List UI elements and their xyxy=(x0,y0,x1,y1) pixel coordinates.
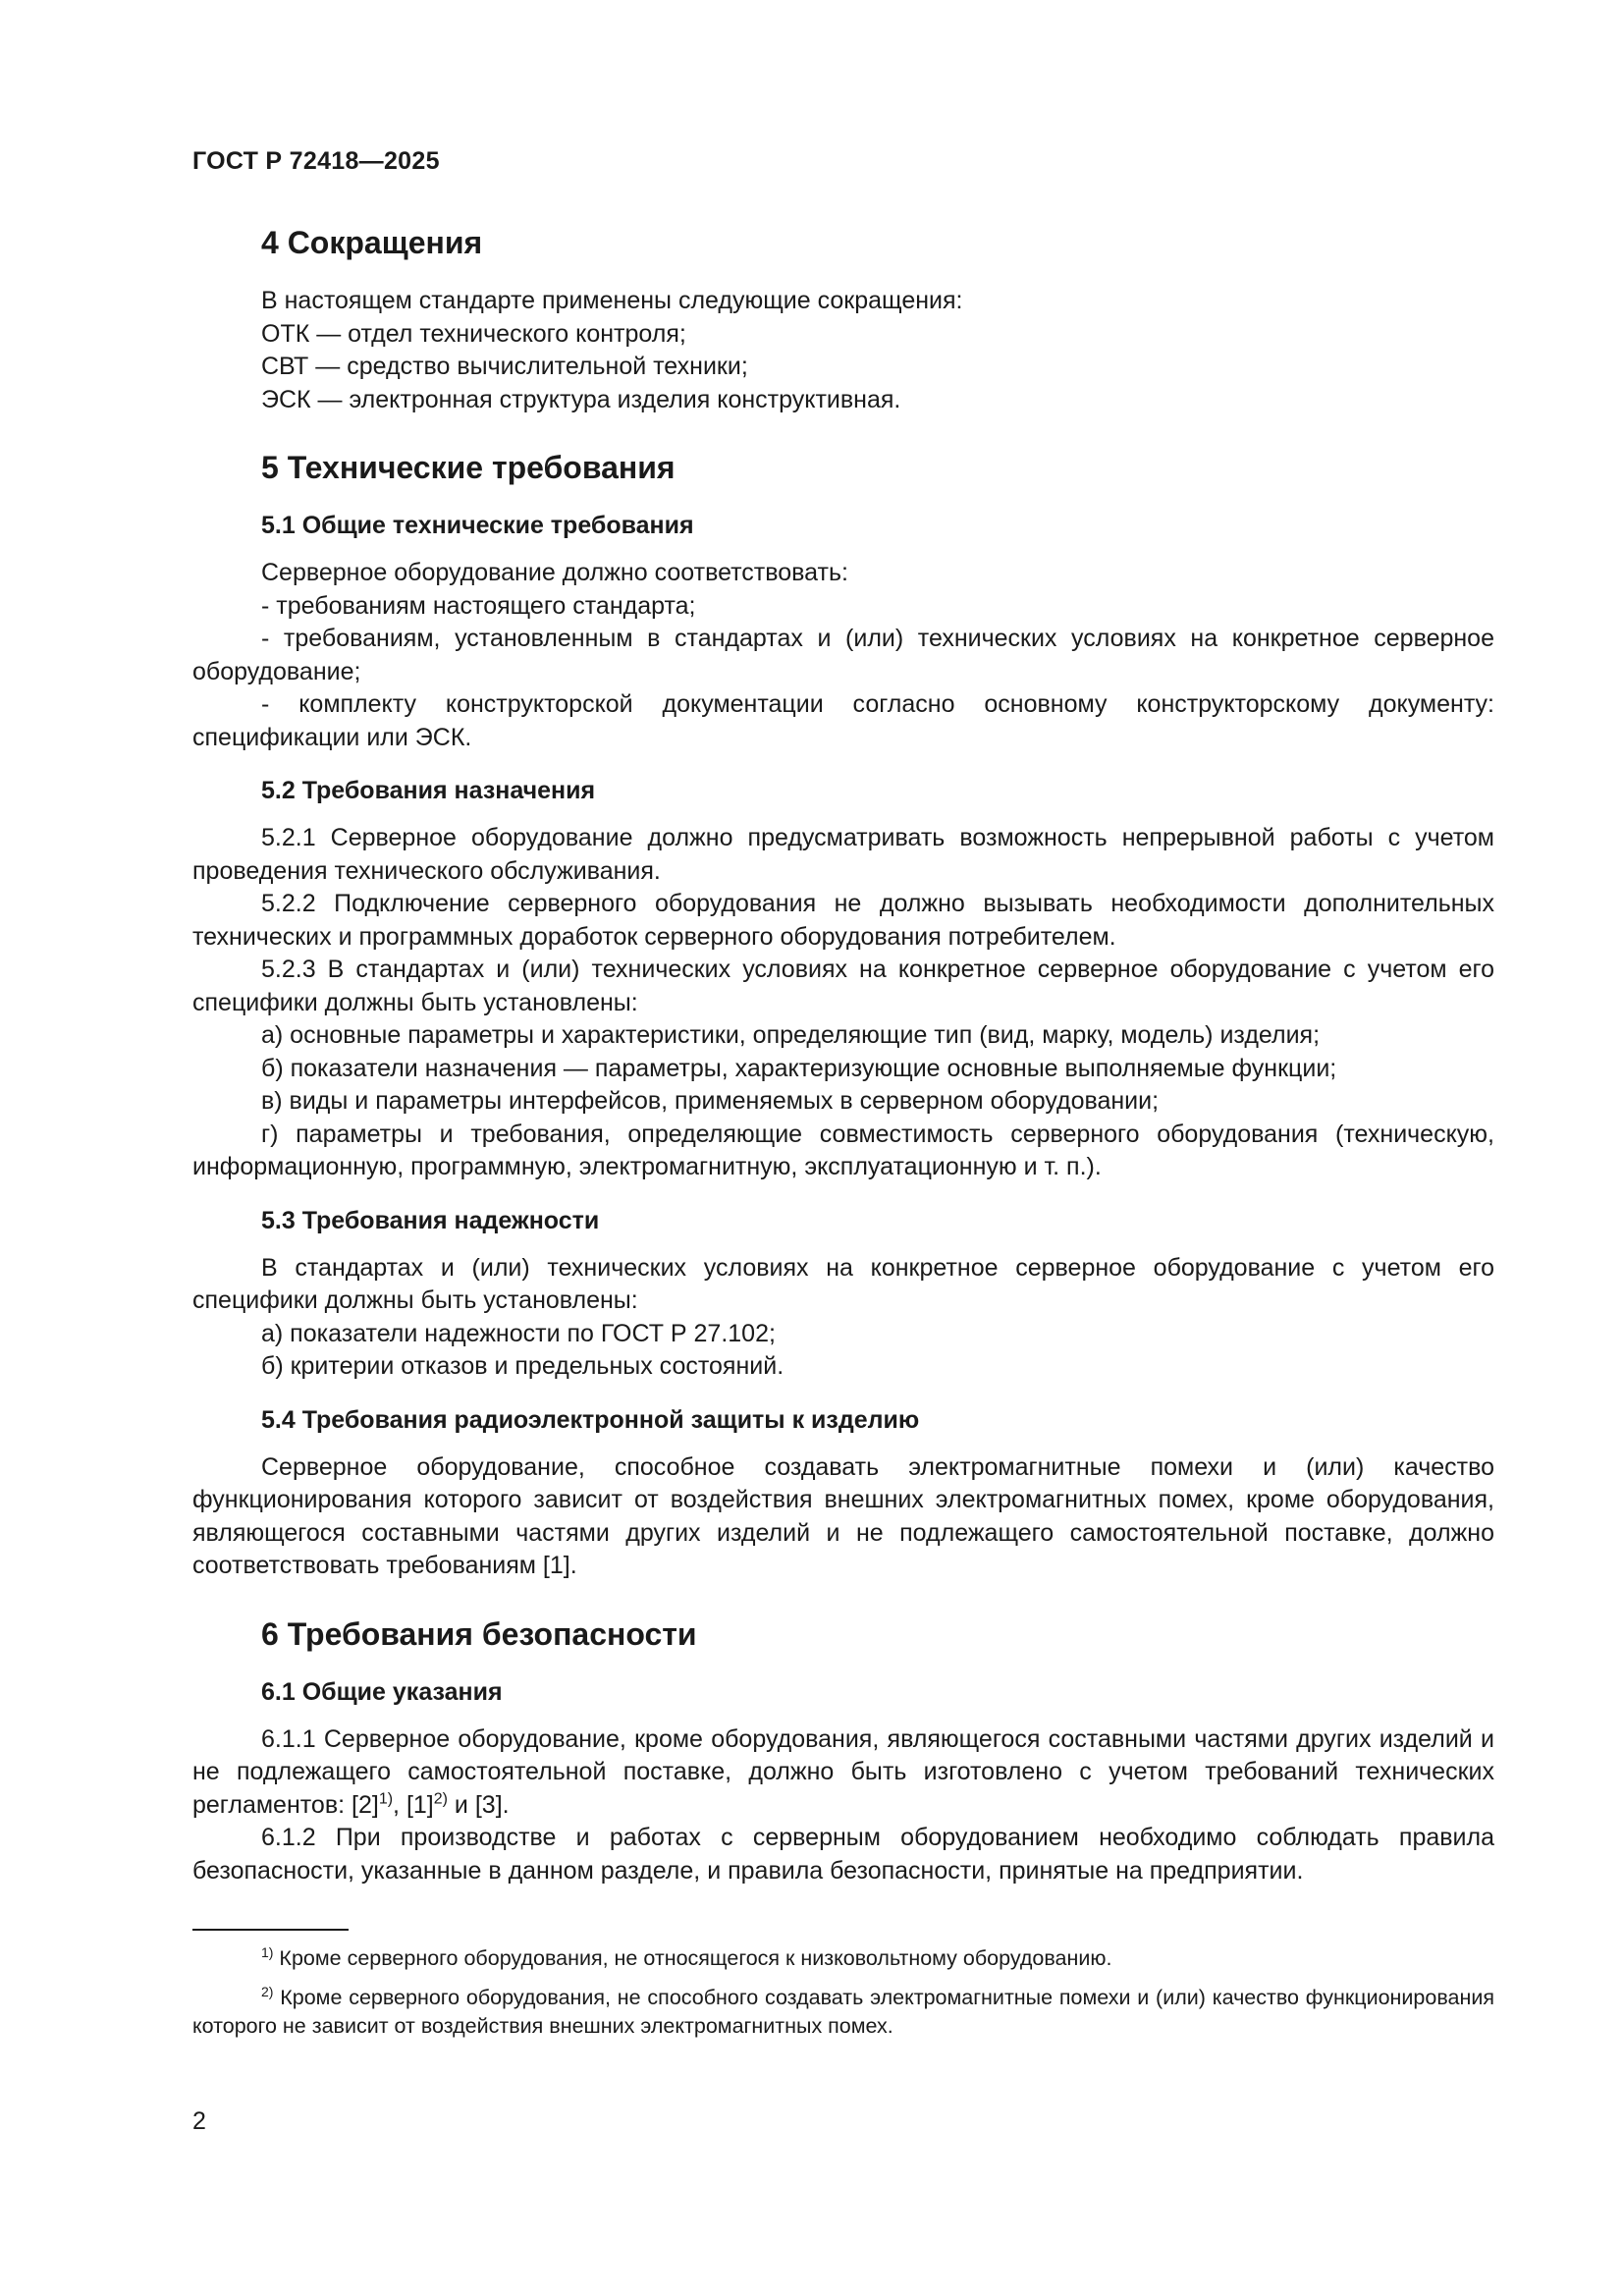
footnotes xyxy=(192,1944,1494,2051)
footnote-text: Кроме серверного оборудования, не относящегося к низковольтному оборудованию. xyxy=(273,1946,1112,1970)
list-item: б) критерии отказов и предельных состояний. xyxy=(261,1352,784,1380)
separator-text: , xyxy=(393,1790,406,1819)
page-body xyxy=(192,224,1494,1887)
section-4-heading: 4 Сокращения xyxy=(261,225,483,260)
list-item: в) виды и параметры интерфейсов, применяемых в серверном оборудовании; xyxy=(261,1087,1160,1115)
clause-6-1-2: 6.1.2 При производстве и работах с серверным оборудованием необходимо соблюдать правила безопасности, указанные в данном разделе, и правила безопасности, принятые на предприятии. xyxy=(192,1824,1494,1885)
list-item: - требованиям настоящего стандарта; xyxy=(261,591,696,620)
list-item: г) параметры и требования, определяющие совместимость серверного оборудования (техническую, информационную, программную, электромагнитную, эксплуатационную и т. п.). xyxy=(192,1120,1494,1180)
clause-6-1-1 xyxy=(192,1723,1494,1823)
section-6-heading: 6 Требования безопасности xyxy=(261,1615,697,1652)
list-item: б) показатели назначения — параметры, характеризующие основные выполняемые функции; xyxy=(261,1054,1337,1082)
list-item: - комплекту конструкторской документации согласно основному конструкторскому документу: спецификации или ЭСК. xyxy=(192,690,1494,751)
clause-6-1-1-text: 6.1.1 Серверное оборудование, кроме оборудования, являющегося составными частями других изделий и не подлежащего самостоятельной поставке, должно быть изготовлено с учетом требований технических регламентов: xyxy=(192,1724,1494,1819)
footnote-marker[interactable]: 1) xyxy=(378,1790,394,1808)
footnote-text: Кроме серверного оборудования, не способного создавать электромагнитные помехи и (или) качество функционирования которого не зависит от воздействия внешних электромагнитных помех. xyxy=(192,1985,1494,2038)
standard-id-header: ГОСТ Р 72418—2025 xyxy=(192,147,440,175)
subsection-5-1-intro: Серверное оборудование должно соответствовать: xyxy=(261,559,848,586)
clause-5-2-1: 5.2.1 Серверное оборудование должно предусматривать возможность непрерывной работы с учетом проведения технического обслуживания. xyxy=(192,824,1494,885)
clause-5-2-2: 5.2.2 Подключение серверного оборудования не должно вызывать необходимости дополнительных технических и программных доработок серверного оборудования потребителем. xyxy=(192,890,1494,951)
reference-link[interactable]: [2] xyxy=(352,1790,379,1819)
abbreviation-item: ЭСК — электронная структура изделия конструктивная. xyxy=(261,385,901,413)
reference-link[interactable]: [1] xyxy=(406,1790,434,1819)
abbreviation-item: СВТ — средство вычислительной техники; xyxy=(261,353,748,380)
footnote-mark: 1) xyxy=(261,1943,274,1960)
footnote-mark: 2) xyxy=(261,1983,274,1999)
subsection-5-2-heading: 5.2 Требования назначения xyxy=(261,777,596,804)
subsection-5-4-heading: 5.4 Требования радиоэлектронной защиты к изделию xyxy=(261,1405,920,1434)
footnote-separator xyxy=(192,1929,349,1931)
list-item: а) показатели надежности по ГОСТ Р 27.102; xyxy=(261,1319,776,1347)
abbreviation-item: ОТК — отдел технического контроля; xyxy=(261,319,686,348)
subsection-5-4-paragraph: Серверное оборудование, способное создавать электромагнитные помехи и (или) качество функционирования которого зависит от воздействия внешних электромагнитных помех, кроме оборудования, являющегося составными частями других изделий и не подлежащего самостоятельной поставке, должно соответствовать требованиям [1]. xyxy=(192,1452,1494,1579)
subsection-5-3-heading: 5.3 Требования надежности xyxy=(261,1206,600,1234)
subsection-6-1-heading: 6.1 Общие указания xyxy=(261,1677,503,1706)
subsection-5-1-heading: 5.1 Общие технические требования xyxy=(261,512,694,539)
subsection-5-3-intro: В стандартах и (или) технических условиях на конкретное серверное оборудование с учетом его специфики должны быть установлены: xyxy=(192,1253,1494,1314)
list-item: а) основные параметры и характеристики, определяющие тип (вид, марку, модель) изделия; xyxy=(261,1021,1321,1049)
footnote-1 xyxy=(192,1944,1494,1974)
footnote-marker[interactable]: 2) xyxy=(433,1790,448,1808)
section-4-intro: В настоящем стандарте применены следующие сокращения: xyxy=(261,287,963,314)
page-number: 2 xyxy=(192,2107,206,2135)
list-item: - требованиям, установленным в стандартах и (или) технических условиях на конкретное серверное оборудование; xyxy=(192,625,1494,685)
clause-6-1-1-tail: и [3]. xyxy=(447,1790,510,1819)
footnote-2 xyxy=(192,1984,1494,2042)
section-5-heading: 5 Технические требования xyxy=(261,450,676,485)
clause-5-2-3: 5.2.3 В стандартах и (или) технических условиях на конкретное серверное оборудование с учетом его специфики должны быть установлены: xyxy=(192,956,1494,1016)
